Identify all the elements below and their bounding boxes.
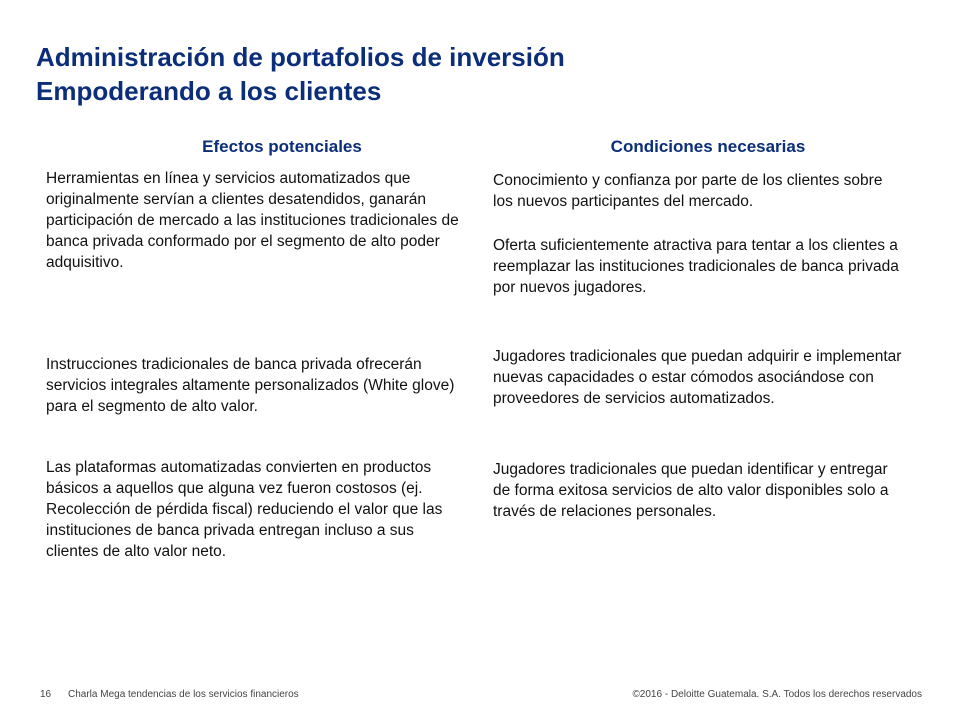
slide-title-line-2: Empoderando a los clientes	[36, 76, 382, 106]
conditions-heading: Condiciones necesarias	[610, 137, 806, 156]
effects-heading: Efectos potenciales	[202, 137, 362, 156]
effects-column	[46, 136, 468, 560]
slide-title	[36, 40, 565, 108]
effects-paragraph-3: Las plataformas automatizadas convierten en productos básicos a aquellos que alguna vez fueron costosos (ej. Recolección de pérdida fiscal) reduciendo el valor que las instituciones de banca privada entregan incluso a sus clientes de alto valor neto.	[46, 459, 443, 560]
conditions-column	[493, 136, 903, 520]
conditions-paragraph-3: Jugadores tradicionales que puedan adquirir e implementar nuevas capacidades o estar cómodos asociándose con proveedores de servicios automatizados.	[493, 348, 902, 407]
page-number: 16	[40, 689, 52, 700]
conditions-paragraph-4: Jugadores tradicionales que puedan identificar y entregar de forma exitosa servicios de alto valor disponibles solo a través de relaciones personales.	[493, 461, 889, 520]
conditions-paragraph-1: Conocimiento y confianza por parte de los clientes sobre los nuevos participantes del mercado.	[493, 172, 883, 210]
effects-paragraph-2: Instrucciones tradicionales de banca privada ofrecerán servicios integrales altamente personalizados (White glove) para el segmento de alto valor.	[46, 356, 455, 415]
conditions-paragraph-2: Oferta suficientemente atractiva para tentar a los clientes a reemplazar las instituciones tradicionales de banca privada por nuevos jugadores.	[493, 237, 899, 296]
footer-copyright: ©2016 - Deloitte Guatemala. S.A. Todos los derechos reservados	[632, 689, 922, 700]
slide-title-line-1: Administración de portafolios de inversión	[36, 42, 565, 72]
effects-paragraph-1: Herramientas en línea y servicios automatizados que originalmente servían a clientes desatendidos, ganarán participación de mercado a las instituciones tradicionales de banca privada conformado por el segmento de alto poder adquisitivo.	[46, 170, 459, 271]
footer-event-name: Charla Mega tendencias de los servicios financieros	[68, 689, 299, 700]
